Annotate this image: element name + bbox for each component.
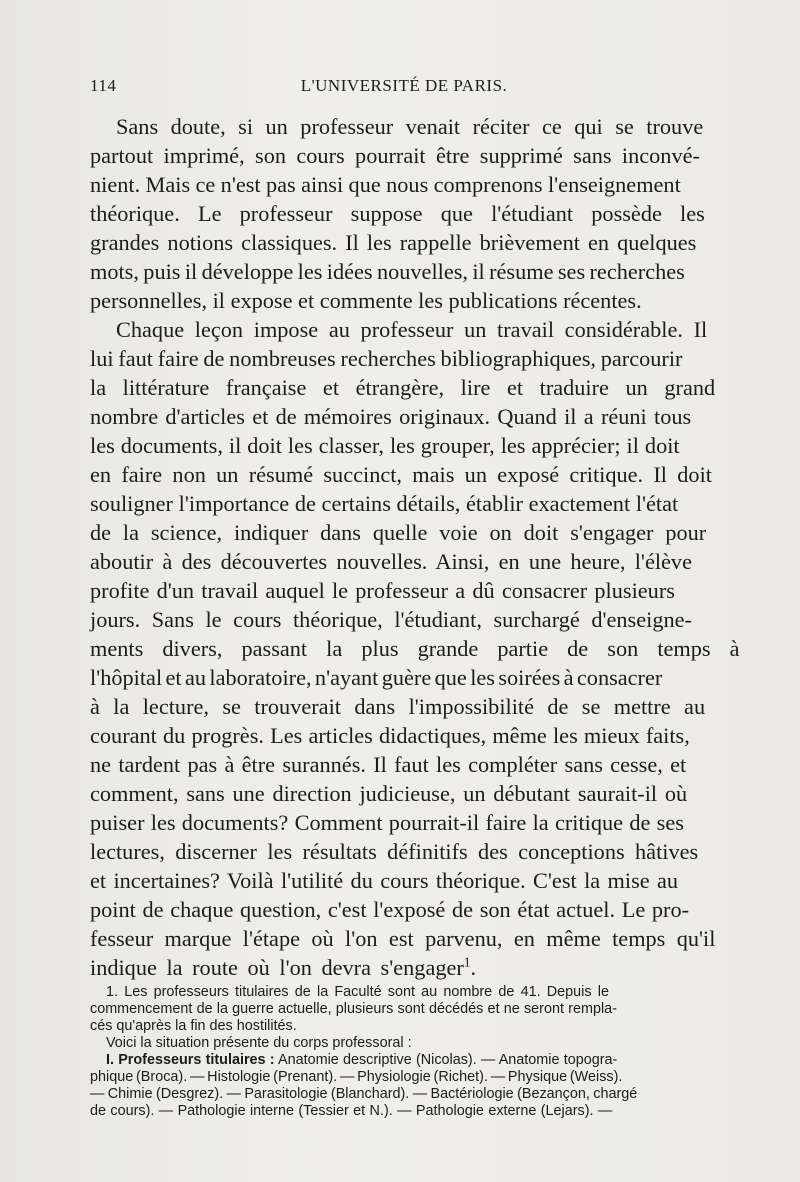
body-line: personnelles, il expose et commente les publications récentes. <box>90 288 642 313</box>
body-line: mots, puis il développe les idées nouvelles, il résume ses recherches <box>90 259 685 284</box>
running-title: L'UNIVERSITÉ DE PARIS. <box>300 76 508 95</box>
body-line: lectures, discerner les résultats définitifs des conceptions hâtives <box>90 839 699 864</box>
body-line: puiser les documents? Comment pourrait-il faire la critique de ses <box>90 810 684 835</box>
body-line: souligner l'importance de certains détails, établir exactement l'état <box>90 491 679 516</box>
body-line <box>90 953 476 983</box>
sentence-period: . <box>470 955 477 980</box>
body-line: aboutir à des découvertes nouvelles. Ainsi, en une heure, l'élève <box>90 549 692 574</box>
list-text: Anatomie descriptive (Nicolas). — Anatomie topogra- <box>277 1052 618 1068</box>
body-line: nombre d'articles et de mémoires originaux. Quand il a réuni tous <box>90 404 692 429</box>
body-line: en faire non un résumé succinct, mais un exposé critique. Il doit <box>90 462 712 487</box>
footnote-line <box>106 1052 617 1069</box>
body-line: jours. Sans le cours théorique, l'étudiant, surchargé d'enseigne- <box>90 607 692 632</box>
footnote-line: — Chimie (Desgrez). — Parasitologie (Blanchard). — Bactériologie (Bezançon, chargé <box>90 1086 638 1102</box>
footnote-line: cés qu'après la fin des hostilités. <box>90 1018 297 1034</box>
body-line: fesseur marque l'étape où l'on est parvenu, en même temps qu'il <box>90 926 716 951</box>
body-line: point de chaque question, c'est l'exposé de son état actuel. Le pro- <box>90 897 690 922</box>
running-head <box>90 76 718 98</box>
body-line: à la lecture, se trouverait dans l'impossibilité de se mettre au <box>90 694 706 719</box>
footnote-reference: 1 <box>463 954 471 970</box>
body-line: nient. Mais ce n'est pas ainsi que nous comprenons l'enseignement <box>90 172 681 197</box>
body-line: ne tardent pas à être surannés. Il faut les compléter sans cesse, et <box>90 752 687 777</box>
footnote-line: Voici la situation présente du corps professoral : <box>106 1035 412 1051</box>
body-line: ments divers, passant la plus grande partie de son temps à <box>90 636 740 661</box>
body-line: lui faut faire de nombreuses recherches bibliographiques, parcourir <box>90 346 683 371</box>
footnote-line <box>106 984 609 1001</box>
footnote-number: 1. <box>106 984 119 1000</box>
body-line: et incertaines? Voilà l'utilité du cours théorique. C'est la mise au <box>90 868 679 893</box>
body-line: théorique. Le professeur suppose que l'étudiant possède les <box>90 201 705 226</box>
body-line-text: indique la route où l'on devra s'engager <box>90 955 464 980</box>
body-line: de la science, indiquer dans quelle voie on doit s'engager pour <box>90 520 707 545</box>
list-heading: I. Professeurs titulaires : <box>106 1052 275 1068</box>
body-line: partout imprimé, son cours pourrait être supprimé sans inconvé- <box>90 143 700 168</box>
footnote-line: phique (Broca). — Histologie (Prenant). — Physiologie (Richet). — Physique (Weiss). <box>90 1069 623 1085</box>
body-line: courant du progrès. Les articles didactiques, même les mieux faits, <box>90 723 690 748</box>
body-line: profite d'un travail auquel le professeur a dû consacrer plusieurs <box>90 578 675 603</box>
body-line: les documents, il doit les classer, les grouper, les apprécier; il doit <box>90 433 680 458</box>
body-line: Chaque leçon impose au professeur un travail considérable. Il <box>116 317 708 342</box>
body-line: la littérature française et étrangère, lire et traduire un grand <box>90 375 716 400</box>
body-line: grandes notions classiques. Il les rappelle brièvement en quelques <box>90 230 697 255</box>
page-number: 114 <box>90 76 117 95</box>
footnote-text: Les professeurs titulaires de la Faculté sont au nombre de 41. Depuis le <box>124 984 609 1000</box>
footnote-line: de cours). — Pathologie interne (Tessier et N.). — Pathologie externe (Lejars). — <box>90 1103 613 1119</box>
body-line: l'hôpital et au laboratoire, n'ayant guère que les soirées à consacrer <box>90 665 663 690</box>
body-line: Sans doute, si un professeur venait réciter ce qui se trouve <box>116 114 704 139</box>
body-line: comment, sans une direction judicieuse, un débutant saurait-il où <box>90 781 688 806</box>
footnote-line: commencement de la guerre actuelle, plusieurs sont décédés et ne seront rempla- <box>90 1001 617 1017</box>
